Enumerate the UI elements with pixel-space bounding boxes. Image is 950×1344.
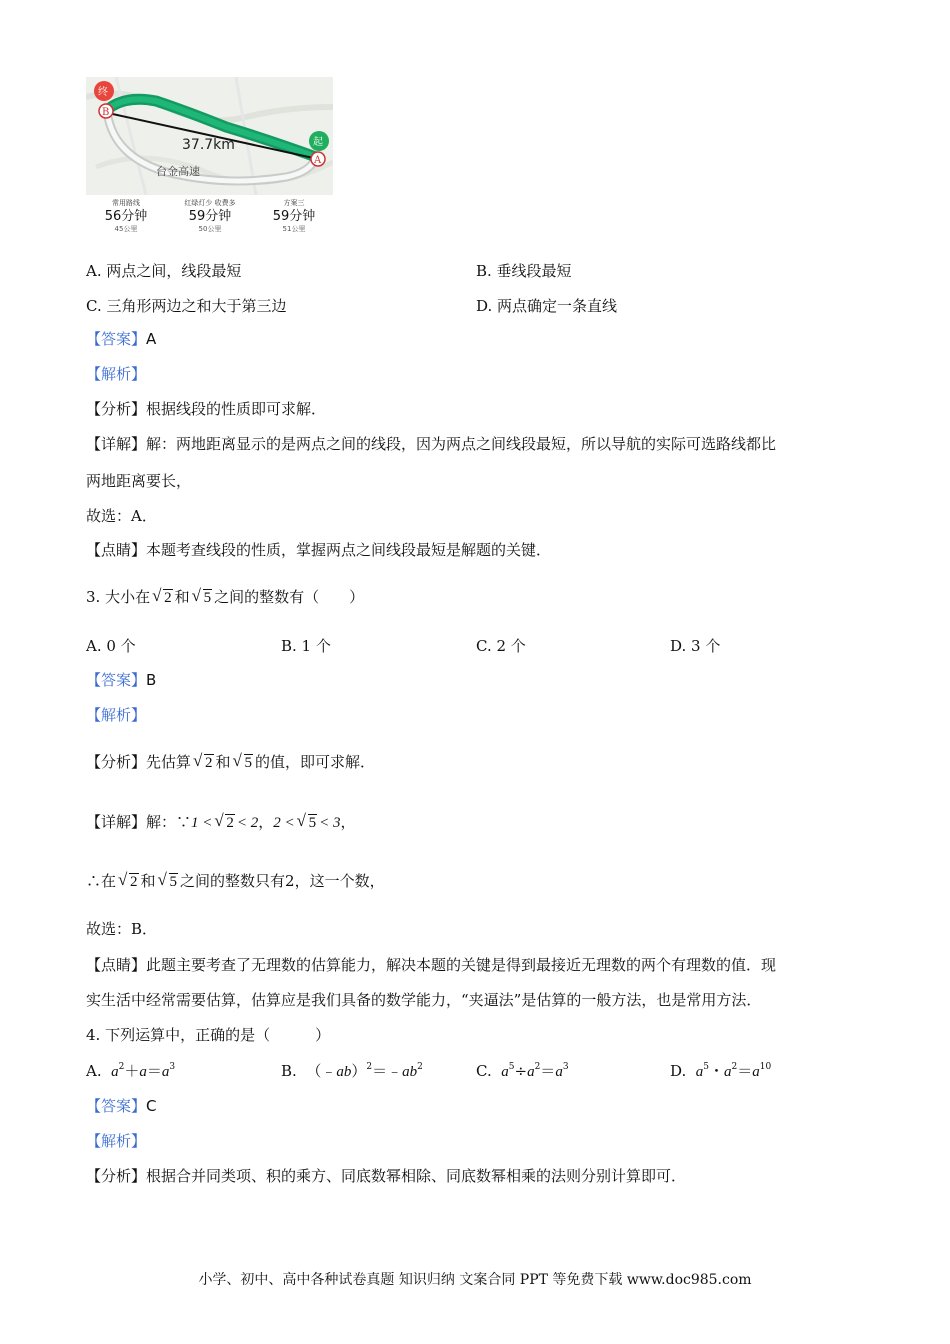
- detail-pre: 解：∵: [146, 813, 192, 831]
- route-label: 红绿灯少 收费多: [184, 199, 236, 207]
- comment-text: 此题主要考查了无理数的估算能力，解决本题的关键是得到最接近无理数的两个有理数的值．现: [146, 956, 777, 974]
- start-marker: 起: [313, 137, 323, 148]
- q4-option-c: C. $a^5\div a^2=a^3$: [476, 1062, 569, 1080]
- q4-option-b: B. $(﹣ab)^2=﹣ab^2$: [281, 1062, 423, 1080]
- q3-analysis-tag: 【解析】: [86, 706, 147, 724]
- separator: ，: [340, 813, 356, 831]
- q3-fenxi-line: [86, 752, 375, 773]
- sqrt-symbol: √ 2: [193, 751, 213, 771]
- route-distance: 50公里: [198, 225, 222, 233]
- radicand: 2: [164, 590, 172, 606]
- route-label: 常用路线: [112, 199, 140, 207]
- route-time: 56分钟: [104, 209, 148, 224]
- route-option: [86, 199, 166, 234]
- map-graphic: [86, 77, 333, 195]
- radicand: 5: [203, 590, 212, 606]
- q3-stem-post: 之间的整数有（ ）: [214, 588, 365, 606]
- ineq-part: 2 <: [273, 815, 295, 831]
- q3-detail-line: [86, 812, 356, 833]
- fenxi-post: 的值，即可求解．: [255, 753, 376, 771]
- comment-tag: 【点睛】: [86, 541, 147, 559]
- detail-text: 解：两地距离显示的是两点之间的线段，因为两点之间线段最短，所以导航的实际可选路线都比: [146, 435, 777, 453]
- q4-fenxi-line: [86, 1166, 686, 1186]
- answer-tag: 【答案】: [86, 1097, 147, 1115]
- fenxi-mid: 和: [215, 753, 231, 771]
- q3-option-b: B. 1 个: [281, 637, 331, 655]
- sqrt-symbol: √ 2: [118, 870, 138, 890]
- answer-tag: 【答案】: [86, 671, 147, 689]
- point-b-label: B: [102, 107, 110, 118]
- sqrt-symbol: √ 5: [191, 586, 212, 606]
- q2-option-a: A. 两点之间，线段最短: [86, 262, 242, 280]
- q2-fenxi-line: [86, 399, 326, 419]
- q3-comment-line2: 实生活中经常需要估算，估算应是我们具备的数学能力，“夹逼法”是估算的一般方法，也是常用方法．: [86, 991, 762, 1009]
- sqrt-symbol: √ 5: [157, 870, 178, 890]
- ineq-part: < 3: [319, 815, 341, 831]
- ineq-part: 1 <: [191, 815, 213, 831]
- radicand: 2: [205, 755, 213, 771]
- route-option: [170, 199, 250, 234]
- comment-tag: 【点睛】: [86, 956, 147, 974]
- answer-value: C: [146, 1097, 157, 1115]
- route-distance: 51公里: [282, 225, 306, 233]
- radicand: 2: [226, 815, 234, 831]
- distance-label: 37.7km: [182, 137, 235, 153]
- radicand: 5: [308, 815, 317, 831]
- q3-option-a: A. 0 个: [86, 637, 136, 655]
- sqrt-symbol: √ 2: [214, 811, 234, 831]
- route-time: 59分钟: [188, 209, 232, 224]
- separator: ，: [258, 813, 274, 831]
- radicand: 2: [130, 874, 138, 890]
- q4-option-a: A. $a^2+a=a^3$: [86, 1062, 176, 1080]
- q4-answer-line: [86, 1096, 157, 1116]
- sqrt-symbol: √ 5: [232, 751, 253, 771]
- answer-value: A: [146, 330, 157, 348]
- comment-text: 本题考查线段的性质，掌握两点之间线段最短是解题的关键．: [146, 541, 552, 559]
- detail-tag: 【详解】: [86, 435, 147, 453]
- route-label: 方案三: [283, 199, 305, 207]
- radicand: 5: [244, 755, 253, 771]
- answer-tag: 【答案】: [86, 330, 147, 348]
- q2-option-d: D. 两点确定一条直线: [476, 297, 618, 315]
- q2-detail-line1: [86, 434, 776, 454]
- q2-detail-line2: 两地距离要长，: [86, 472, 192, 490]
- fenxi-text: 根据线段的性质即可求解．: [146, 400, 327, 418]
- answer-value: B: [146, 671, 157, 689]
- page-footer: 小学、初中、高中各种试卷真题 知识归纳 文案合同 PPT 等免费下载 www.doc985.com: [198, 1272, 752, 1288]
- q3-stem-mid: 和: [174, 588, 190, 606]
- q2-answer-line: [86, 329, 156, 349]
- fenxi-tag: 【分析】: [86, 1167, 147, 1185]
- point-a-label: A: [314, 155, 322, 166]
- therefore-mid: 和: [140, 872, 156, 890]
- route-option: [254, 199, 334, 234]
- q4-stem: 4. 下列运算中，正确的是（ ）: [86, 1026, 331, 1044]
- fenxi-pre: 先估算: [146, 753, 192, 771]
- q2-comment-line: [86, 540, 551, 560]
- q2-option-b: B. 垂线段最短: [476, 262, 572, 280]
- detail-tag: 【详解】: [86, 813, 147, 831]
- q3-option-d: D. 3 个: [670, 637, 721, 655]
- q2-analysis-tag: 【解析】: [86, 365, 147, 383]
- q3-therefore-line: [86, 871, 385, 892]
- route-time: 59分钟: [272, 209, 316, 224]
- q3-comment-line1: [86, 955, 776, 975]
- therefore-post: 之间的整数只有2，这一个数，: [180, 872, 385, 890]
- fenxi-text: 根据合并同类项、积的乘方、同底数幂相除、同底数幂相乘的法则分别计算即可．: [146, 1167, 687, 1185]
- ineq-part: < 2: [236, 815, 259, 831]
- sqrt-symbol: √ 2: [152, 586, 172, 606]
- q4-option-d: D. $a^5$・$a^2=a^{10}$: [670, 1062, 772, 1080]
- q3-option-c: C. 2 个: [476, 637, 526, 655]
- q2-option-c: C. 三角形两边之和大于第三边: [86, 297, 287, 315]
- route-distance: 45公里: [114, 225, 138, 233]
- q4-analysis-tag: 【解析】: [86, 1132, 147, 1150]
- q3-stem-pre: 3. 大小在: [86, 588, 151, 606]
- highway-label: 台金高速: [156, 165, 200, 178]
- route-options: [86, 195, 333, 243]
- q3-choose: 故选：B．: [86, 920, 158, 938]
- q2-choose: 故选：A．: [86, 507, 157, 525]
- end-marker: 终: [98, 87, 108, 98]
- q3-stem: [86, 587, 364, 608]
- fenxi-tag: 【分析】: [86, 400, 147, 418]
- therefore-pre: ∴在: [86, 872, 117, 890]
- fenxi-tag: 【分析】: [86, 753, 147, 771]
- radicand: 5: [169, 874, 178, 890]
- sqrt-symbol: √ 5: [296, 811, 317, 831]
- route-map-image: [86, 77, 333, 243]
- q3-answer-line: [86, 670, 156, 690]
